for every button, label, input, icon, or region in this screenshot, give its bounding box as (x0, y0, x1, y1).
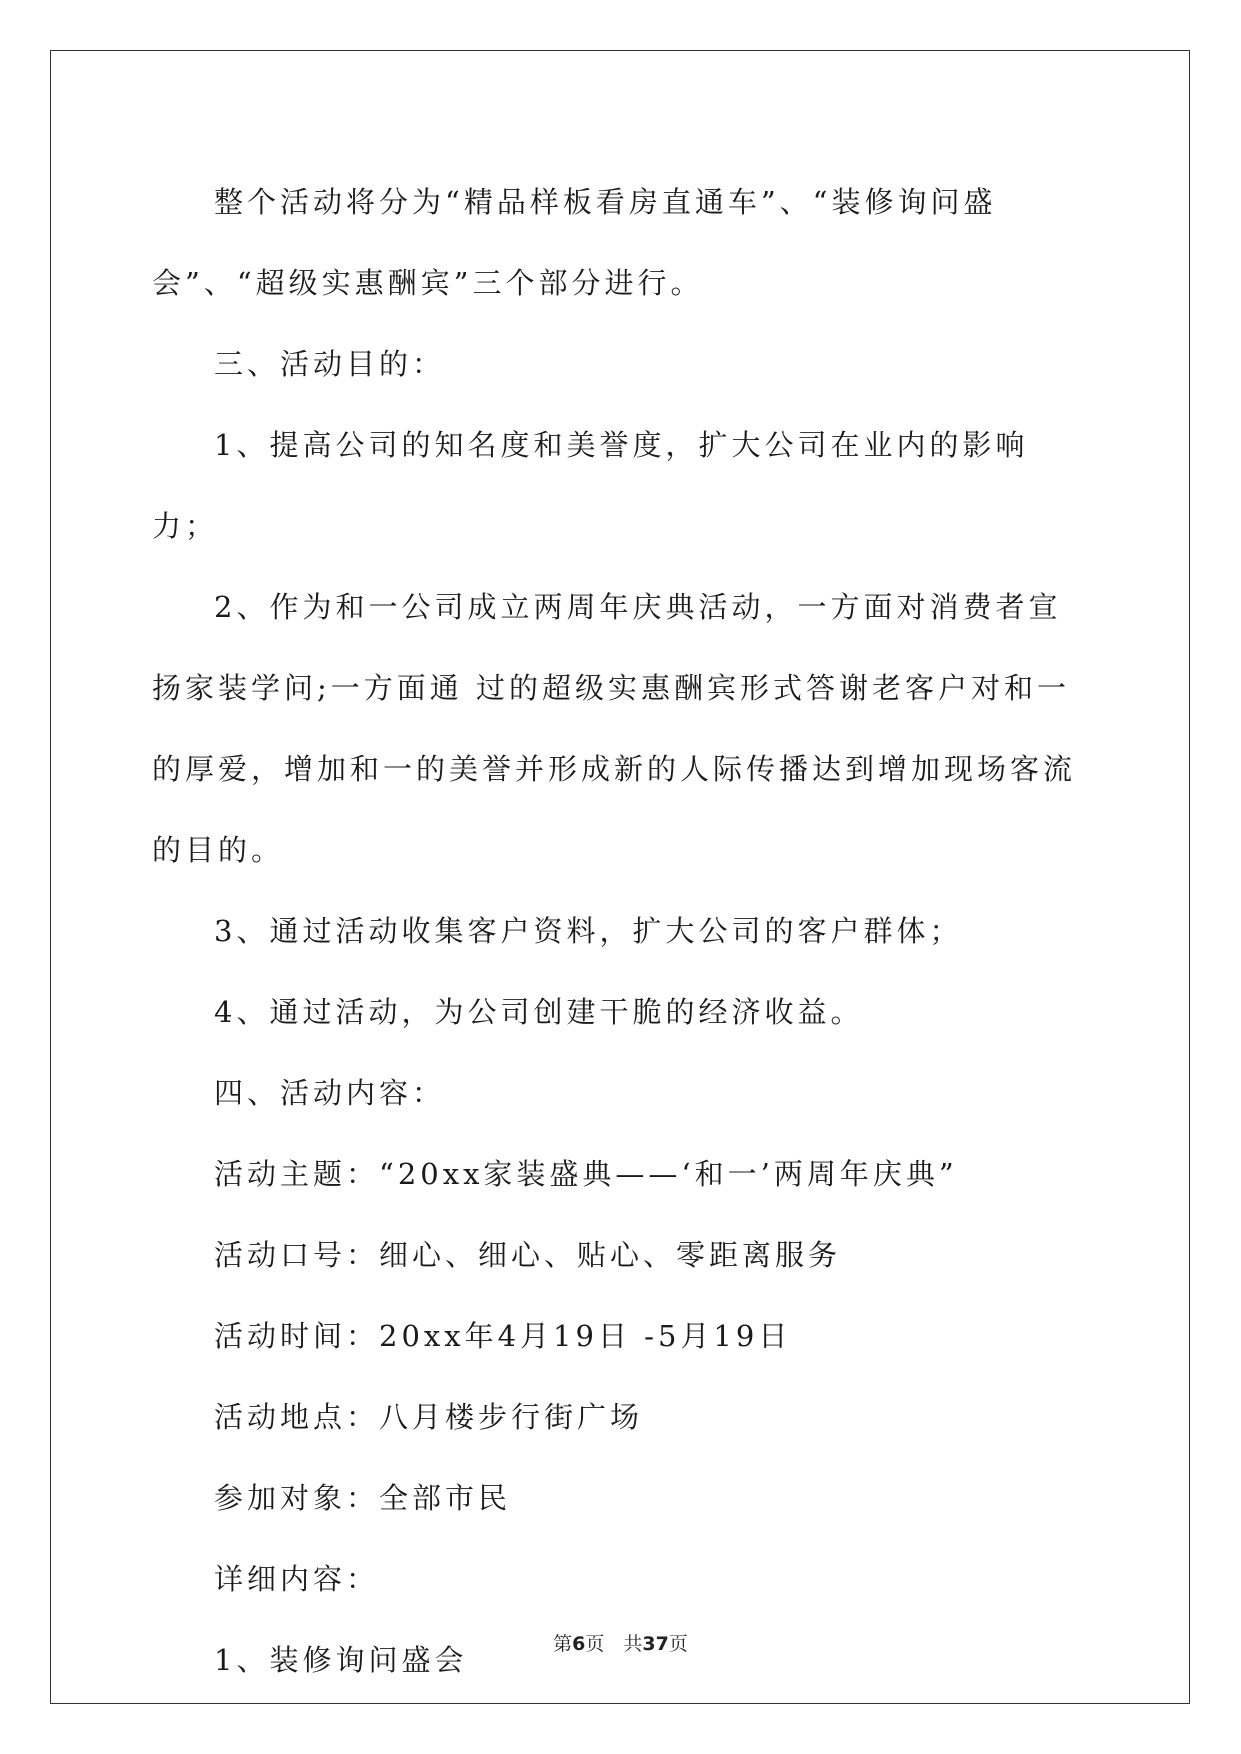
heading-details: 详细内容： (214, 1562, 380, 1596)
page-prefix: 第 (553, 1633, 573, 1655)
list-item-purpose-3: 3、通过活动收集客户资料，扩大公司的客户群体； (214, 914, 963, 948)
list-item-purpose-1: 1、提高公司的知名度和美誉度，扩大公司在业内的影响力； (152, 428, 1029, 543)
heading-activity-purpose: 三、活动目的： (214, 347, 446, 381)
activity-slogan: 活动口号：细心、细心、贴心、零距离服务 (214, 1238, 842, 1272)
activity-participants: 参加对象：全部市民 (214, 1481, 512, 1515)
activity-theme: 活动主题：“20xx家装盛典——‘和一’两周年庆典” (214, 1157, 958, 1191)
document-body (152, 162, 1088, 1701)
page-mid: 页 共 (585, 1633, 643, 1655)
details-item-1: 1、装修询问盛会 (214, 1643, 468, 1677)
page-suffix: 页 (668, 1633, 688, 1655)
heading-activity-content: 四、活动内容： (214, 1076, 446, 1110)
page-footer (0, 1629, 1241, 1656)
page-number: 6 (572, 1633, 586, 1655)
activity-time: 活动时间：20xx年4月19日 -5月19日 (214, 1319, 792, 1353)
total-pages: 37 (642, 1633, 669, 1655)
list-item-purpose-2: 2、作为和一公司成立两周年庆典活动，一方面对消费者宣扬家装学问;一方面通 过的超级实惠酬宾形式答谢老客户对和一的厚爱，增加和一的美誉并形成新的人际传播达到增加现场客流的目的。 (152, 590, 1077, 867)
paragraph-intro: 整个活动将分为“精品样板看房直通车”、“装修询问盛会”、“超级实惠酬宾”三个部分进行。 (152, 185, 997, 300)
list-item-purpose-4: 4、通过活动，为公司创建干脆的经济收益。 (214, 995, 864, 1029)
activity-location: 活动地点：八月楼步行街广场 (214, 1400, 644, 1434)
